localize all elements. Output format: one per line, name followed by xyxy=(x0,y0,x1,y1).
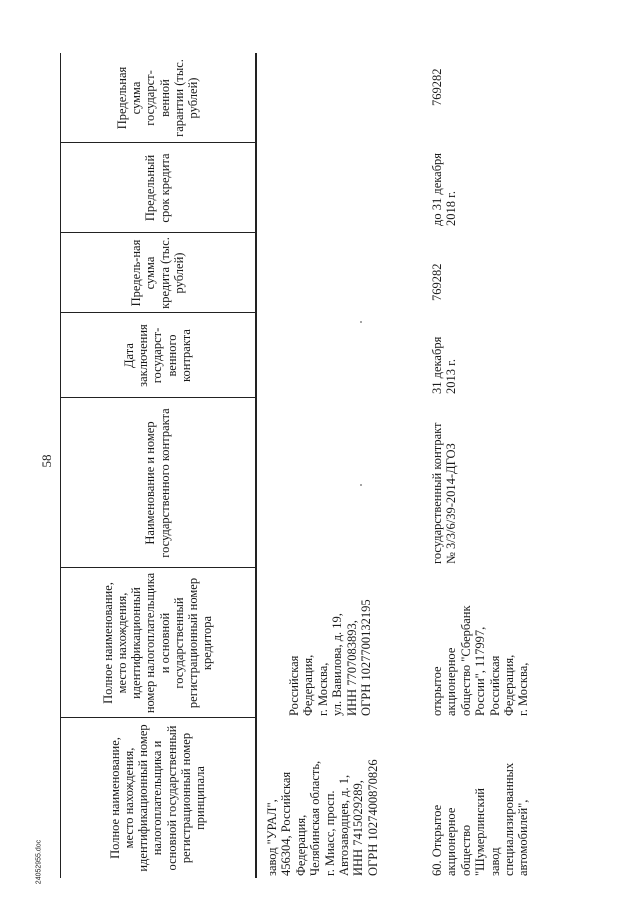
cell-credit-term: до 31 декабря 2018 г. xyxy=(430,152,459,226)
cell-principal: завод "УРАЛ", 456304, Российская Федерация, Челябинская область, г. Миасс, просп. Автозаводцев, д. 1, ИНН 7415029289, ОГРН 1027400870826 xyxy=(265,759,380,876)
decorative-dot xyxy=(360,321,362,323)
table-header-row xyxy=(60,16,255,878)
header-contract: Наименование и номер государственного контракта xyxy=(143,408,172,558)
header-credit-term: Предельный срок кредита xyxy=(143,153,172,223)
header-principal: Полное наименование, место нахождения, идентификационный номер налогоплательщика и основной государственный регистрационный номер принципала xyxy=(107,724,207,872)
cell-creditor: Российская Федерация, г. Москва, ул. Вавилова, д. 19, ИНН 7707083893, ОГРН 1027700132195 xyxy=(287,599,374,716)
cell-creditor: открытое акционерное общество "Сбербанк России", 117997, Российская Федерация, г. Москва, xyxy=(430,605,531,716)
guarantee-table xyxy=(60,16,560,878)
decorative-dot xyxy=(360,484,362,486)
rotated-page-area xyxy=(60,16,560,878)
cell-guarantee-sum: 769282 xyxy=(430,68,444,106)
table-row xyxy=(430,16,560,878)
header-credit-sum: Предель-ная сумма кредита (тыс. рублей) xyxy=(129,237,186,309)
table-row xyxy=(265,16,395,878)
header-guarantee-sum: Предельная сумма государст-венной гарантии (тыс. рублей) xyxy=(114,59,200,137)
header-creditor: Полное наименование, место нахождения, идентификационный номер налогоплательщика и основной государственный регистрационный номер кредитора xyxy=(100,572,215,714)
footer-document-code: 24052955.doc xyxy=(35,839,43,885)
header-contract-date: Дата заключения государст-венного контракта xyxy=(121,324,193,387)
cell-credit-sum: 769282 xyxy=(430,263,444,301)
cell-contract: государственный контракт № 3/3/6/39-2014-ДГОЗ xyxy=(430,422,459,564)
cell-principal: 60. Открытое акционерное общество "Шумерлинский завод специализированных автомобилей", xyxy=(430,762,531,876)
page-number: 58 xyxy=(39,454,54,468)
cell-contract-date: 31 декабря 2013 г. xyxy=(430,336,459,394)
